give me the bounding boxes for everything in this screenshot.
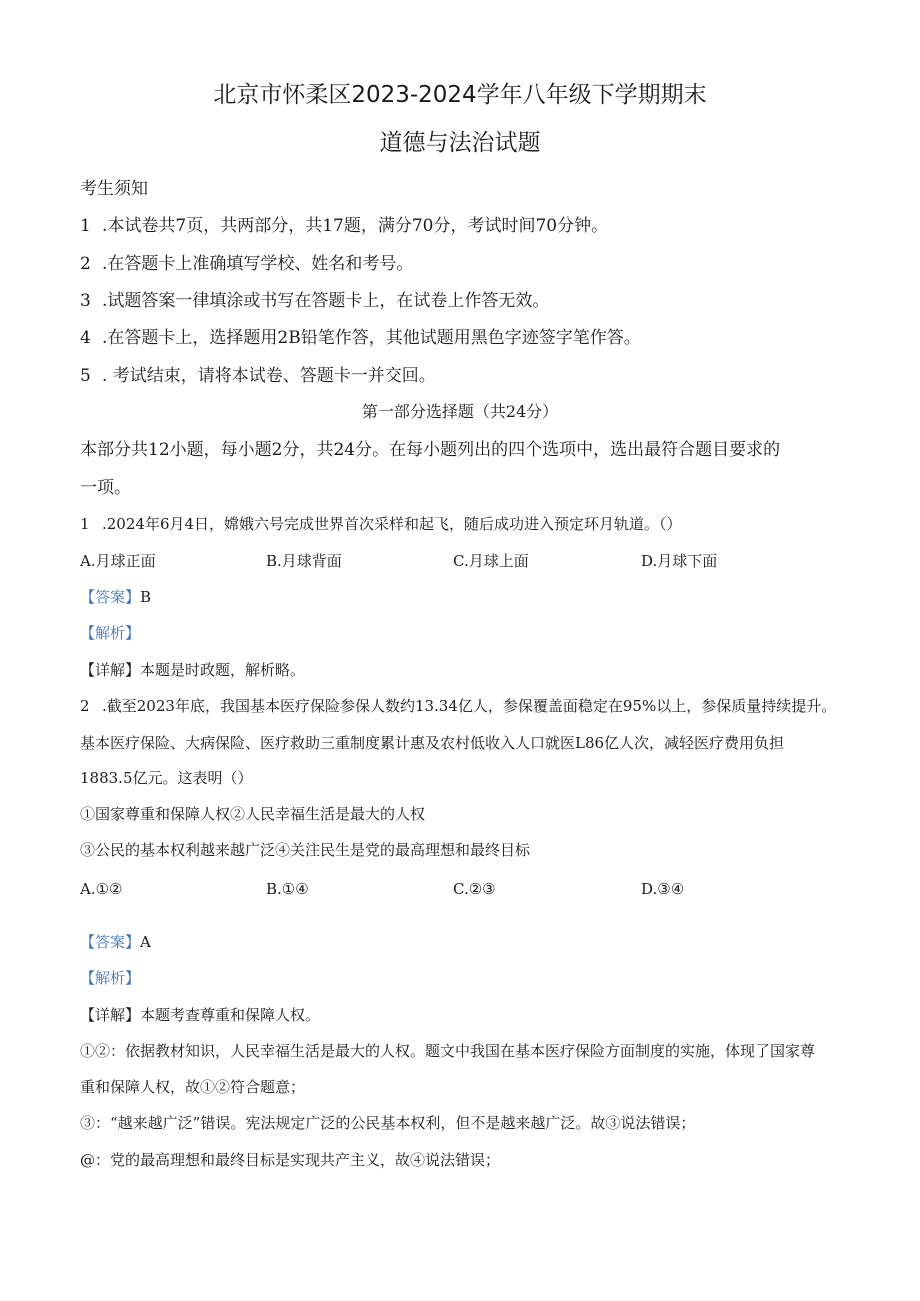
detail-text: 本题是时政题，解析略。	[140, 661, 306, 679]
q2-answer	[80, 932, 151, 952]
q2-option-b: B.①④	[266, 880, 309, 898]
q2-explanation-1-line2: 重和保障人权，故①②符合题意；	[80, 1078, 306, 1096]
detail-text: 本题考查尊重和保障人权。	[140, 1006, 321, 1024]
section-title: 第一部分选择题（共24分）	[361, 402, 559, 421]
notice-item-text: .在答题卡上，选择题用2B铅笔作答，其他试题用黑色字迹签字笔作答。	[102, 328, 641, 348]
document-subtitle: 道德与法治试题	[379, 130, 541, 156]
q1-option-a: A.月球正面	[80, 552, 156, 570]
q2-explanation-3: @：党的最高理想和最终目标是实现共产主义，故④说法错误；	[80, 1151, 501, 1169]
q2-statement-1: ①国家尊重和保障人权②人民幸福生活是最大的人权	[80, 805, 426, 823]
answer-tag: 【答案】	[80, 588, 141, 606]
document-title: 北京市怀柔区2023-2024学年八年级下学期期末	[213, 82, 707, 108]
notice-item-number: 3	[80, 291, 91, 311]
q2-stem-line3: 1883.5亿元。这表明（）	[80, 769, 253, 787]
notice-item-number: 5	[80, 366, 91, 386]
notice-item-text: .在答题卡上准确填写学校、姓名和考号。	[102, 254, 414, 274]
notice-item-number: 2	[80, 254, 91, 274]
notice-item-number: 1	[80, 216, 91, 236]
q1-number: 1	[80, 515, 90, 533]
q2-number: 2	[80, 697, 90, 715]
q2-option-c: C.②③	[453, 880, 496, 898]
q2-explanation-2: ③：“越来越广泛”错误。宪法规定广泛的公民基本权利，但不是越来越广泛。故③说法错误；	[80, 1114, 696, 1132]
section-intro-line1: 本部分共12小题，每小题2分，共24分。在每小题列出的四个选项中，选出最符合题目要求的	[80, 440, 781, 460]
q1-stem-text: .2024年6月4日，嫦娥六号完成世界首次采样和起飞，随后成功进入预定环月轨道。（）	[102, 515, 682, 533]
notice-heading: 考生须知	[80, 179, 148, 199]
q1-option-c: C.月球上面	[453, 552, 529, 570]
q2-detail	[80, 1005, 320, 1025]
q1-analysis-tag: 【解析】	[80, 624, 141, 642]
answer-value: B	[140, 588, 152, 606]
section-intro-line2: 一项。	[80, 478, 131, 498]
q1-option-b: B.月球背面	[266, 552, 342, 570]
detail-tag: 【详解】	[80, 661, 141, 679]
q2-option-a: A.①②	[80, 880, 123, 898]
answer-tag: 【答案】	[80, 933, 141, 951]
notice-item-3	[80, 289, 549, 313]
q2-explanation-1-line1: ①②：依据教材知识，人民幸福生活是最大的人权。题文中我国在基本医疗保险方面制度的实施，体现了国家尊	[80, 1042, 816, 1060]
q2-statement-2: ③公民的基本权利越来越广泛④关注民生是党的最高理想和最终目标	[80, 841, 531, 859]
notice-item-2	[80, 252, 413, 276]
q1-stem	[80, 514, 682, 534]
notice-item-number: 4	[80, 328, 91, 348]
q2-stem-line2: 基本医疗保险、大病保险、医疗救助三重制度累计惠及农村低收入人口就医L86亿人次，减轻医疗费用负担	[80, 734, 785, 752]
notice-item-text: . 考试结束，请将本试卷、答题卡一并交回。	[102, 366, 436, 386]
q2-stem-text: .截至2023年底，我国基本医疗保险参保人数约13.34亿人，参保覆盖面稳定在95%以上，参保质量持续提升。	[102, 697, 837, 715]
notice-item-text: .试题答案一律填涂或书写在答题卡上，在试卷上作答无效。	[102, 291, 550, 311]
q2-analysis-tag: 【解析】	[80, 969, 141, 987]
q1-answer	[80, 587, 151, 607]
notice-item-1	[80, 214, 608, 238]
notice-item-text: .本试卷共7页，共两部分，共17题，满分70分，考试时间70分钟。	[102, 216, 609, 236]
answer-value: A	[140, 933, 151, 951]
notice-item-5	[80, 364, 436, 388]
q1-option-d: D.月球下面	[641, 552, 718, 570]
q1-detail	[80, 660, 305, 680]
detail-tag: 【详解】	[80, 1006, 141, 1024]
q2-stem-line1	[80, 696, 836, 716]
q2-option-d: D.③④	[641, 880, 685, 898]
notice-item-4	[80, 326, 641, 350]
